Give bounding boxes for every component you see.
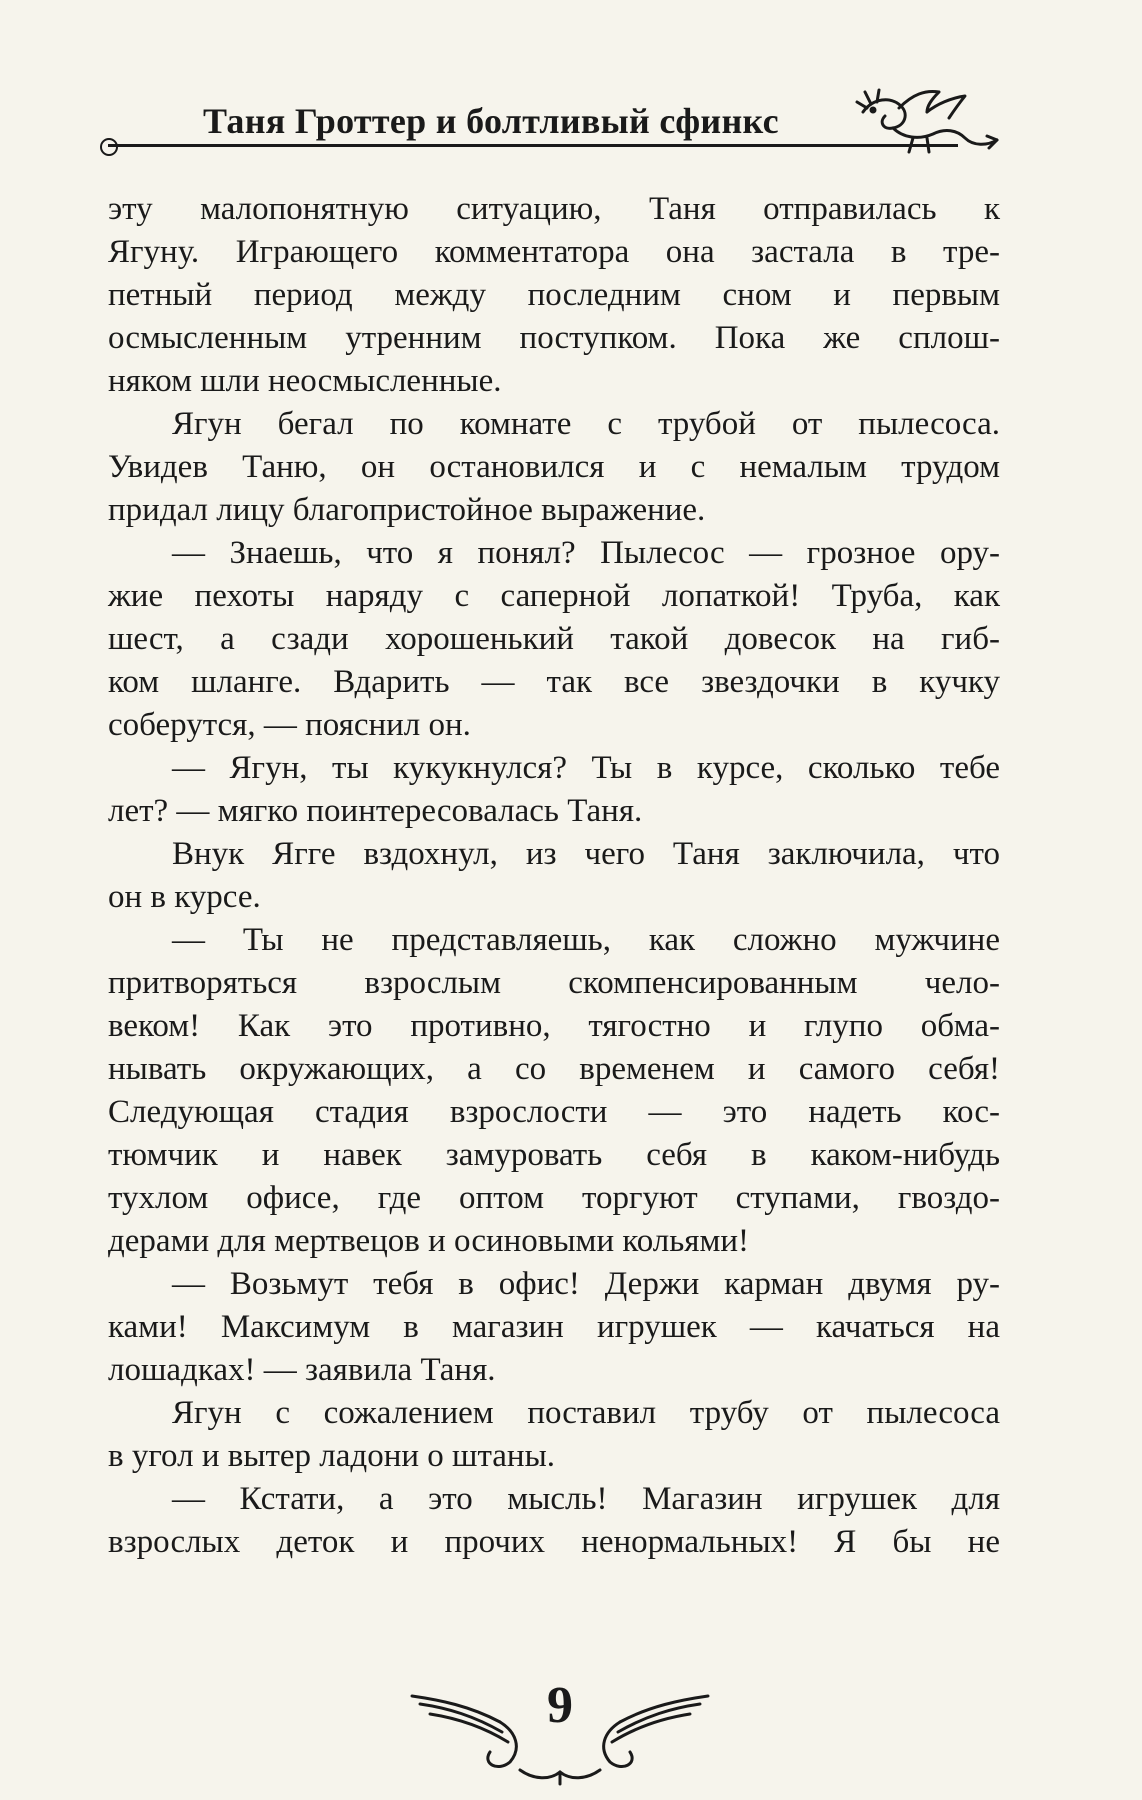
body-text (108, 188, 1000, 1564)
text-line: — Кстати, а это мысль! Магазин игрушек для (172, 1481, 1000, 1517)
text-line: Внук Ягге вздохнул, из чего Таня заключила, что (172, 836, 1000, 872)
text-line: ком шланге. Вдарить — так все звездочки в кучку (108, 664, 1000, 700)
text-line: Ягун с сожалением поставил трубу от пылесоса (172, 1395, 1000, 1431)
header-rule (108, 144, 958, 147)
text-line: — Ты не представляешь, как сложно мужчине (172, 922, 1000, 958)
text-line: Увидев Таню, он остановился и с немалым трудом (108, 449, 1000, 485)
text-line: дерами для мертвецов и осиновыми кольями! (108, 1223, 750, 1259)
book-title: Таня Гроттер и болтливый сфинкс (203, 101, 779, 141)
text-line: лет? — мягко поинтересовалась Таня. (108, 793, 643, 829)
text-line: шест, а сзади хорошенький такой довесок на гиб- (108, 621, 1000, 657)
text-line: ками! Максимум в магазин игрушек — качаться на (108, 1309, 1000, 1345)
text-line: лошадках! — заявила Таня. (108, 1352, 496, 1388)
text-line: придал лицу благопристойное выражение. (108, 492, 706, 528)
text-line: жие пехоты наряду с саперной лопаткой! Труба, как (108, 578, 1000, 614)
text-line: он в курсе. (108, 879, 261, 915)
text-line: Следующая стадия взрослости — это надеть кос- (108, 1094, 1000, 1130)
text-line: осмысленным утренним поступком. Пока же сплош- (108, 320, 1000, 356)
text-line: тюмчик и навек замуровать себя в каком-нибудь (108, 1137, 1000, 1173)
text-line: — Ягун, ты кукукнулся? Ты в курсе, сколько тебе (172, 750, 1000, 786)
running-header (108, 80, 1000, 160)
text-line: соберутся, — пояснил он. (108, 707, 471, 743)
text-line: притворяться взрослым скомпенсированным чело- (108, 965, 1000, 1001)
page-footer (400, 1676, 720, 1786)
text-line: веком! Как это противно, тягостно и глупо обма- (108, 1008, 1000, 1044)
text-line: петный период между последним сном и первым (108, 277, 1000, 313)
rule-end-dot (100, 138, 118, 156)
text-line: в угол и вытер ладони о штаны. (108, 1438, 555, 1474)
text-line: тухлом офисе, где оптом торгуют ступами, гвоздо- (108, 1180, 1000, 1216)
text-line: — Возьмут тебя в офис! Держи карман двумя ру- (172, 1266, 1000, 1302)
page-number: 9 (547, 1677, 573, 1734)
dragon-icon (853, 82, 1003, 160)
text-line: эту малопонятную ситуацию, Таня отправилась к (108, 191, 1000, 227)
text-line: Ягун бегал по комнате с трубой от пылесоса. (172, 406, 1000, 442)
text-line: — Знаешь, что я понял? Пылесос — грозное ору- (172, 535, 1000, 571)
text-line: Ягуну. Играющего комментатора она застала в тре- (108, 234, 1000, 270)
text-line: взрослых деток и прочих ненормальных! Я бы не (108, 1524, 1000, 1560)
text-line: няком шли неосмысленные. (108, 363, 502, 399)
text-line: нывать окружающих, а со временем и самого себя! (108, 1051, 1000, 1087)
